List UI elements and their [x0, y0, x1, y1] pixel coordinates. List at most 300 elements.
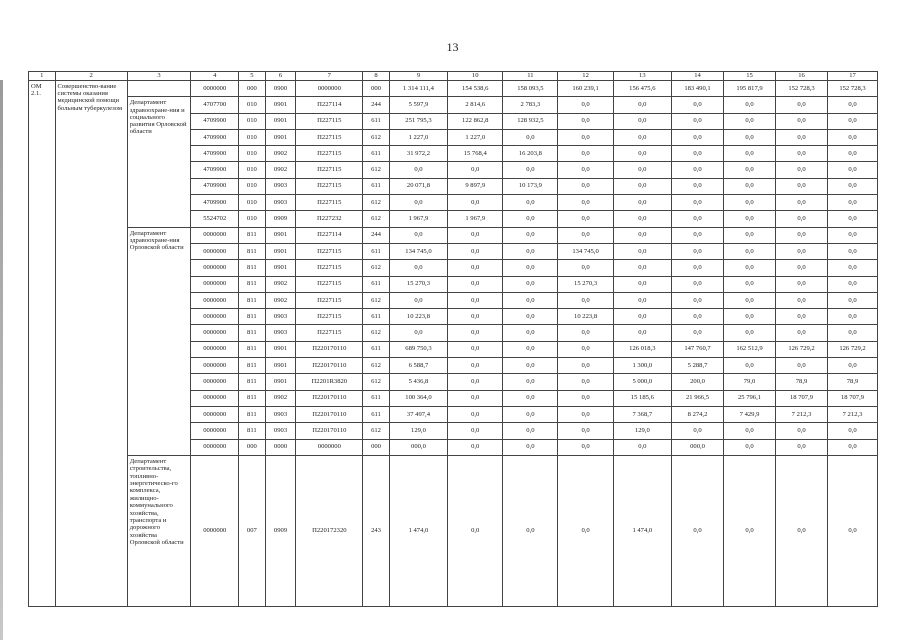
code-cell: 612 — [363, 423, 390, 439]
code-cell: 4709900 — [191, 146, 239, 162]
amount-cell: 0,0 — [558, 374, 613, 390]
code-cell: 0000000 — [191, 406, 239, 422]
header-cell: 11 — [503, 72, 558, 81]
amount-cell: 0,0 — [558, 292, 613, 308]
amount-cell: 37 497,4 — [389, 406, 447, 422]
amount-cell: 0,0 — [828, 309, 878, 325]
amount-cell: 0,0 — [672, 195, 724, 211]
amount-cell: 0,0 — [558, 455, 613, 606]
amount-cell: 0,0 — [672, 292, 724, 308]
code-cell: 811 — [239, 309, 266, 325]
amount-cell: 0,0 — [389, 195, 447, 211]
header-cell: 6 — [265, 72, 296, 81]
amount-cell: 0,0 — [613, 227, 671, 243]
amount-cell: 0,0 — [389, 260, 447, 276]
amount-cell: 0,0 — [672, 162, 724, 178]
amount-cell: 0,0 — [558, 227, 613, 243]
amount-cell: 0,0 — [448, 195, 503, 211]
table-row — [29, 97, 878, 113]
amount-cell: 0,0 — [503, 423, 558, 439]
code-cell: 0903 — [265, 178, 296, 194]
amount-cell: 0,0 — [672, 113, 724, 129]
amount-cell: 0,0 — [503, 227, 558, 243]
amount-cell: 0,0 — [558, 390, 613, 406]
amount-cell: 0,0 — [776, 97, 828, 113]
code-cell: 0000000 — [191, 81, 239, 97]
amount-cell: 0,0 — [828, 162, 878, 178]
code-cell: 0000000 — [191, 260, 239, 276]
header-cell: 2 — [55, 72, 127, 81]
header-cell: 17 — [828, 72, 878, 81]
code-cell: 811 — [239, 406, 266, 422]
table-row — [29, 227, 878, 243]
amount-cell: 0,0 — [672, 146, 724, 162]
amount-cell: 0,0 — [672, 276, 724, 292]
code-cell: 611 — [363, 341, 390, 357]
code-cell: 0000000 — [191, 390, 239, 406]
amount-cell: 128 932,5 — [503, 113, 558, 129]
amount-cell: 195 817,9 — [724, 81, 776, 97]
code-cell: 0000000 — [191, 325, 239, 341]
header-cell: 14 — [672, 72, 724, 81]
amount-cell: 0,0 — [672, 423, 724, 439]
amount-cell: 0,0 — [558, 406, 613, 422]
amount-cell: 79,0 — [724, 374, 776, 390]
amount-cell: 0,0 — [613, 276, 671, 292]
code-cell: 0000000 — [191, 276, 239, 292]
amount-cell: 15 270,3 — [558, 276, 613, 292]
amount-cell: 10 173,9 — [503, 178, 558, 194]
code-cell: 612 — [363, 325, 390, 341]
amount-cell: 0,0 — [448, 358, 503, 374]
code-cell: 0000 — [265, 439, 296, 455]
code-cell: 0901 — [265, 260, 296, 276]
budget-table — [28, 71, 878, 607]
program-name-cell: Совершенство-вание системы оказания медицинской помощи больным туберкулезом — [55, 81, 127, 607]
amount-cell: 100 364,0 — [389, 390, 447, 406]
code-cell: 611 — [363, 276, 390, 292]
amount-cell: 122 862,8 — [448, 113, 503, 129]
amount-cell: 0,0 — [724, 292, 776, 308]
amount-cell: 8 274,2 — [672, 406, 724, 422]
code-cell: 010 — [239, 129, 266, 145]
code-cell: 611 — [363, 243, 390, 259]
amount-cell: 0,0 — [448, 439, 503, 455]
amount-cell: 0,0 — [672, 97, 724, 113]
code-cell: П227115 — [296, 325, 363, 341]
code-cell: 0000000 — [296, 439, 363, 455]
code-cell: 611 — [363, 390, 390, 406]
table-row — [29, 455, 878, 606]
amount-cell: 0,0 — [503, 374, 558, 390]
amount-cell: 0,0 — [503, 195, 558, 211]
code-cell: 5524702 — [191, 211, 239, 227]
amount-cell: 200,0 — [672, 374, 724, 390]
amount-cell: 0,0 — [503, 129, 558, 145]
amount-cell: 0,0 — [448, 162, 503, 178]
amount-cell: 16 203,8 — [503, 146, 558, 162]
amount-cell: 0,0 — [558, 260, 613, 276]
code-cell: 000 — [239, 439, 266, 455]
code-cell: 811 — [239, 423, 266, 439]
amount-cell: 2 783,3 — [503, 97, 558, 113]
code-cell: 0903 — [265, 406, 296, 422]
amount-cell: 0,0 — [776, 211, 828, 227]
code-cell: П220172320 — [296, 455, 363, 606]
amount-cell: 0,0 — [776, 243, 828, 259]
amount-cell: 0,0 — [613, 439, 671, 455]
amount-cell: 1 967,9 — [448, 211, 503, 227]
amount-cell: 0,0 — [672, 309, 724, 325]
amount-cell: 0,0 — [613, 292, 671, 308]
amount-cell: 0,0 — [828, 146, 878, 162]
amount-cell: 0,0 — [724, 129, 776, 145]
amount-cell: 7 429,9 — [724, 406, 776, 422]
amount-cell: 0,0 — [448, 309, 503, 325]
code-cell: 244 — [363, 227, 390, 243]
code-cell: 0903 — [265, 325, 296, 341]
amount-cell: 0,0 — [558, 97, 613, 113]
amount-cell: 0,0 — [776, 195, 828, 211]
code-cell: 0000000 — [191, 439, 239, 455]
code-cell: 811 — [239, 243, 266, 259]
amount-cell: 0,0 — [503, 211, 558, 227]
header-cell: 16 — [776, 72, 828, 81]
amount-cell: 0,0 — [613, 211, 671, 227]
header-cell: 12 — [558, 72, 613, 81]
code-cell: 0903 — [265, 423, 296, 439]
amount-cell: 0,0 — [724, 211, 776, 227]
amount-cell: 5 000,0 — [613, 374, 671, 390]
code-cell: П2201R3820 — [296, 374, 363, 390]
code-cell: 0000000 — [191, 455, 239, 606]
amount-cell: 1 474,0 — [389, 455, 447, 606]
code-cell: 611 — [363, 178, 390, 194]
amount-cell: 1 314 111,4 — [389, 81, 447, 97]
amount-cell: 0,0 — [724, 325, 776, 341]
code-cell: 611 — [363, 113, 390, 129]
code-cell: 0000000 — [191, 243, 239, 259]
amount-cell: 2 814,6 — [448, 97, 503, 113]
code-cell: 0909 — [265, 455, 296, 606]
code-cell: 000 — [363, 81, 390, 97]
code-cell: 612 — [363, 129, 390, 145]
amount-cell: 0,0 — [503, 260, 558, 276]
amount-cell: 160 239,1 — [558, 81, 613, 97]
amount-cell: 0,0 — [828, 423, 878, 439]
code-cell: 0901 — [265, 374, 296, 390]
amount-cell: 0,0 — [503, 341, 558, 357]
amount-cell: 0,0 — [613, 129, 671, 145]
code-cell: 611 — [363, 406, 390, 422]
amount-cell: 9 897,9 — [448, 178, 503, 194]
amount-cell: 0,0 — [503, 162, 558, 178]
amount-cell: 0,0 — [503, 276, 558, 292]
amount-cell: 0,0 — [389, 292, 447, 308]
code-cell: П227115 — [296, 113, 363, 129]
code-cell: 811 — [239, 390, 266, 406]
amount-cell: 0,0 — [724, 97, 776, 113]
amount-cell: 0,0 — [558, 146, 613, 162]
amount-cell: 0,0 — [613, 260, 671, 276]
amount-cell: 0,0 — [613, 146, 671, 162]
amount-cell: 0,0 — [613, 178, 671, 194]
code-cell: П227114 — [296, 227, 363, 243]
code-cell: 611 — [363, 146, 390, 162]
amount-cell: 7 368,7 — [613, 406, 671, 422]
code-cell: П227115 — [296, 146, 363, 162]
amount-cell: 0,0 — [776, 113, 828, 129]
amount-cell: 0,0 — [776, 276, 828, 292]
amount-cell: 0,0 — [672, 129, 724, 145]
amount-cell: 0,0 — [672, 211, 724, 227]
amount-cell: 0,0 — [776, 309, 828, 325]
amount-cell: 0,0 — [558, 341, 613, 357]
code-cell: 007 — [239, 455, 266, 606]
amount-cell: 0,0 — [776, 358, 828, 374]
code-cell: 0000000 — [296, 81, 363, 97]
amount-cell: 0,0 — [558, 423, 613, 439]
amount-cell: 0,0 — [613, 162, 671, 178]
amount-cell: 0,0 — [724, 146, 776, 162]
amount-cell: 78,9 — [776, 374, 828, 390]
amount-cell: 183 490,1 — [672, 81, 724, 97]
amount-cell: 0,0 — [558, 162, 613, 178]
amount-cell: 7 212,3 — [776, 406, 828, 422]
department-empty-cell — [127, 81, 191, 97]
code-cell: 811 — [239, 325, 266, 341]
code-cell: П220170110 — [296, 358, 363, 374]
code-cell: П220170110 — [296, 406, 363, 422]
code-cell: 0901 — [265, 227, 296, 243]
code-cell: 0901 — [265, 113, 296, 129]
amount-cell: 0,0 — [776, 455, 828, 606]
amount-cell: 0,0 — [448, 406, 503, 422]
code-cell: 0909 — [265, 211, 296, 227]
amount-cell: 0,0 — [448, 374, 503, 390]
amount-cell: 0,0 — [448, 243, 503, 259]
code-cell: 010 — [239, 146, 266, 162]
amount-cell: 0,0 — [828, 276, 878, 292]
amount-cell: 0,0 — [503, 292, 558, 308]
code-cell: П227115 — [296, 162, 363, 178]
amount-cell: 0,0 — [828, 325, 878, 341]
amount-cell: 0,0 — [828, 260, 878, 276]
amount-cell: 0,0 — [613, 97, 671, 113]
code-cell: 4709900 — [191, 113, 239, 129]
header-cell: 4 — [191, 72, 239, 81]
amount-cell: 0,0 — [503, 358, 558, 374]
amount-cell: 15 768,4 — [448, 146, 503, 162]
amount-cell: 18 707,9 — [828, 390, 878, 406]
amount-cell: 0,0 — [776, 162, 828, 178]
amount-cell: 31 972,2 — [389, 146, 447, 162]
amount-cell: 0,0 — [672, 325, 724, 341]
code-cell: 612 — [363, 292, 390, 308]
code-cell: 010 — [239, 211, 266, 227]
amount-cell: 0,0 — [776, 325, 828, 341]
code-cell: 612 — [363, 211, 390, 227]
amount-cell: 162 512,9 — [724, 341, 776, 357]
amount-cell: 0,0 — [613, 325, 671, 341]
amount-cell: 5 288,7 — [672, 358, 724, 374]
amount-cell: 0,0 — [448, 276, 503, 292]
code-cell: 811 — [239, 374, 266, 390]
amount-cell: 0,0 — [828, 195, 878, 211]
amount-cell: 251 795,3 — [389, 113, 447, 129]
amount-cell: 0,0 — [828, 227, 878, 243]
code-cell: 0000000 — [191, 292, 239, 308]
header-cell: 7 — [296, 72, 363, 81]
amount-cell: 134 745,0 — [558, 243, 613, 259]
code-cell: П220170110 — [296, 341, 363, 357]
amount-cell: 5 597,9 — [389, 97, 447, 113]
amount-cell: 0,0 — [776, 292, 828, 308]
amount-cell: 0,0 — [828, 97, 878, 113]
code-cell: 000 — [363, 439, 390, 455]
code-cell: 612 — [363, 195, 390, 211]
amount-cell: 6 588,7 — [389, 358, 447, 374]
scan-edge-mark — [0, 80, 3, 640]
amount-cell: 15 270,3 — [389, 276, 447, 292]
code-cell: 4709900 — [191, 129, 239, 145]
amount-cell: 0,0 — [724, 309, 776, 325]
amount-cell: 0,0 — [448, 227, 503, 243]
amount-cell: 0,0 — [613, 195, 671, 211]
department-cell: Департамент строительства, топливно-энергетическо-го комплекса, жилищно-коммунального хозяйства, транспорта и дорожного хозяйства Орловской области — [127, 455, 191, 606]
amount-cell: 0,0 — [724, 439, 776, 455]
amount-cell: 0,0 — [448, 292, 503, 308]
code-cell: 0902 — [265, 292, 296, 308]
amount-cell: 0,0 — [776, 423, 828, 439]
amount-cell: 0,0 — [613, 113, 671, 129]
code-cell: 4707700 — [191, 97, 239, 113]
code-cell: П227115 — [296, 260, 363, 276]
amount-cell: 0,0 — [828, 455, 878, 606]
code-cell: П227115 — [296, 276, 363, 292]
amount-cell: 0,0 — [724, 195, 776, 211]
amount-cell: 0,0 — [724, 243, 776, 259]
amount-cell: 0,0 — [389, 162, 447, 178]
code-cell: П227115 — [296, 243, 363, 259]
code-cell: П220170110 — [296, 390, 363, 406]
amount-cell: 0,0 — [389, 325, 447, 341]
amount-cell: 0,0 — [672, 243, 724, 259]
amount-cell: 1 967,9 — [389, 211, 447, 227]
code-cell: П227115 — [296, 309, 363, 325]
amount-cell: 0,0 — [776, 146, 828, 162]
code-cell: 811 — [239, 276, 266, 292]
amount-cell: 0,0 — [828, 292, 878, 308]
code-cell: 811 — [239, 341, 266, 357]
amount-cell: 0,0 — [503, 325, 558, 341]
code-cell: П227115 — [296, 178, 363, 194]
code-cell: 0901 — [265, 341, 296, 357]
amount-cell: 1 474,0 — [613, 455, 671, 606]
amount-cell: 0,0 — [776, 178, 828, 194]
code-cell: 000 — [239, 81, 266, 97]
amount-cell: 134 745,0 — [389, 243, 447, 259]
header-cell: 9 — [389, 72, 447, 81]
code-cell: 811 — [239, 260, 266, 276]
code-cell: 612 — [363, 358, 390, 374]
code-cell: 0000000 — [191, 374, 239, 390]
code-cell: П227115 — [296, 292, 363, 308]
amount-cell: 21 966,5 — [672, 390, 724, 406]
amount-cell: 0,0 — [724, 227, 776, 243]
amount-cell: 0,0 — [448, 341, 503, 357]
amount-cell: 0,0 — [724, 455, 776, 606]
amount-cell: 0,0 — [828, 243, 878, 259]
code-cell: 811 — [239, 292, 266, 308]
amount-cell: 126 729,2 — [828, 341, 878, 357]
amount-cell: 0,0 — [558, 325, 613, 341]
code-cell: 010 — [239, 97, 266, 113]
amount-cell: 0,0 — [448, 260, 503, 276]
code-cell: 243 — [363, 455, 390, 606]
code-cell: 0000000 — [191, 309, 239, 325]
amount-cell: 20 071,8 — [389, 178, 447, 194]
code-cell: 612 — [363, 162, 390, 178]
amount-cell: 129,0 — [389, 423, 447, 439]
code-cell: 0000000 — [191, 423, 239, 439]
code-cell: 0903 — [265, 195, 296, 211]
amount-cell: 7 212,3 — [828, 406, 878, 422]
amount-cell: 0,0 — [558, 211, 613, 227]
amount-cell: 0,0 — [828, 211, 878, 227]
page-number: 13 — [446, 40, 459, 54]
code-cell: П227114 — [296, 97, 363, 113]
amount-cell: 126 018,3 — [613, 341, 671, 357]
amount-cell: 000,0 — [672, 439, 724, 455]
amount-cell: 0,0 — [503, 309, 558, 325]
amount-cell: 156 475,6 — [613, 81, 671, 97]
amount-cell: 0,0 — [672, 455, 724, 606]
amount-cell: 0,0 — [448, 423, 503, 439]
code-cell: 0901 — [265, 97, 296, 113]
amount-cell: 0,0 — [503, 243, 558, 259]
code-cell: 0903 — [265, 309, 296, 325]
code-cell: 612 — [363, 260, 390, 276]
code-cell: 4709900 — [191, 162, 239, 178]
code-cell: 611 — [363, 309, 390, 325]
amount-cell: 0,0 — [558, 178, 613, 194]
amount-cell: 0,0 — [828, 113, 878, 129]
code-cell: 811 — [239, 227, 266, 243]
amount-cell: 0,0 — [828, 129, 878, 145]
amount-cell: 0,0 — [672, 227, 724, 243]
amount-cell: 0,0 — [828, 358, 878, 374]
amount-cell: 158 093,5 — [503, 81, 558, 97]
amount-cell: 0,0 — [448, 390, 503, 406]
amount-cell: 0,0 — [503, 455, 558, 606]
amount-cell: 25 796,1 — [724, 390, 776, 406]
header-cell: 10 — [448, 72, 503, 81]
code-cell: 010 — [239, 178, 266, 194]
amount-cell: 0,0 — [776, 439, 828, 455]
amount-cell: 0,0 — [776, 129, 828, 145]
code-cell: 0902 — [265, 146, 296, 162]
amount-cell: 18 707,9 — [776, 390, 828, 406]
header-cell: 3 — [127, 72, 191, 81]
header-cell: 5 — [239, 72, 266, 81]
header-cell: 8 — [363, 72, 390, 81]
amount-cell: 0,0 — [724, 162, 776, 178]
code-cell: 0902 — [265, 276, 296, 292]
header-cell: 15 — [724, 72, 776, 81]
header-cell: 1 — [29, 72, 56, 81]
amount-cell: 78,9 — [828, 374, 878, 390]
